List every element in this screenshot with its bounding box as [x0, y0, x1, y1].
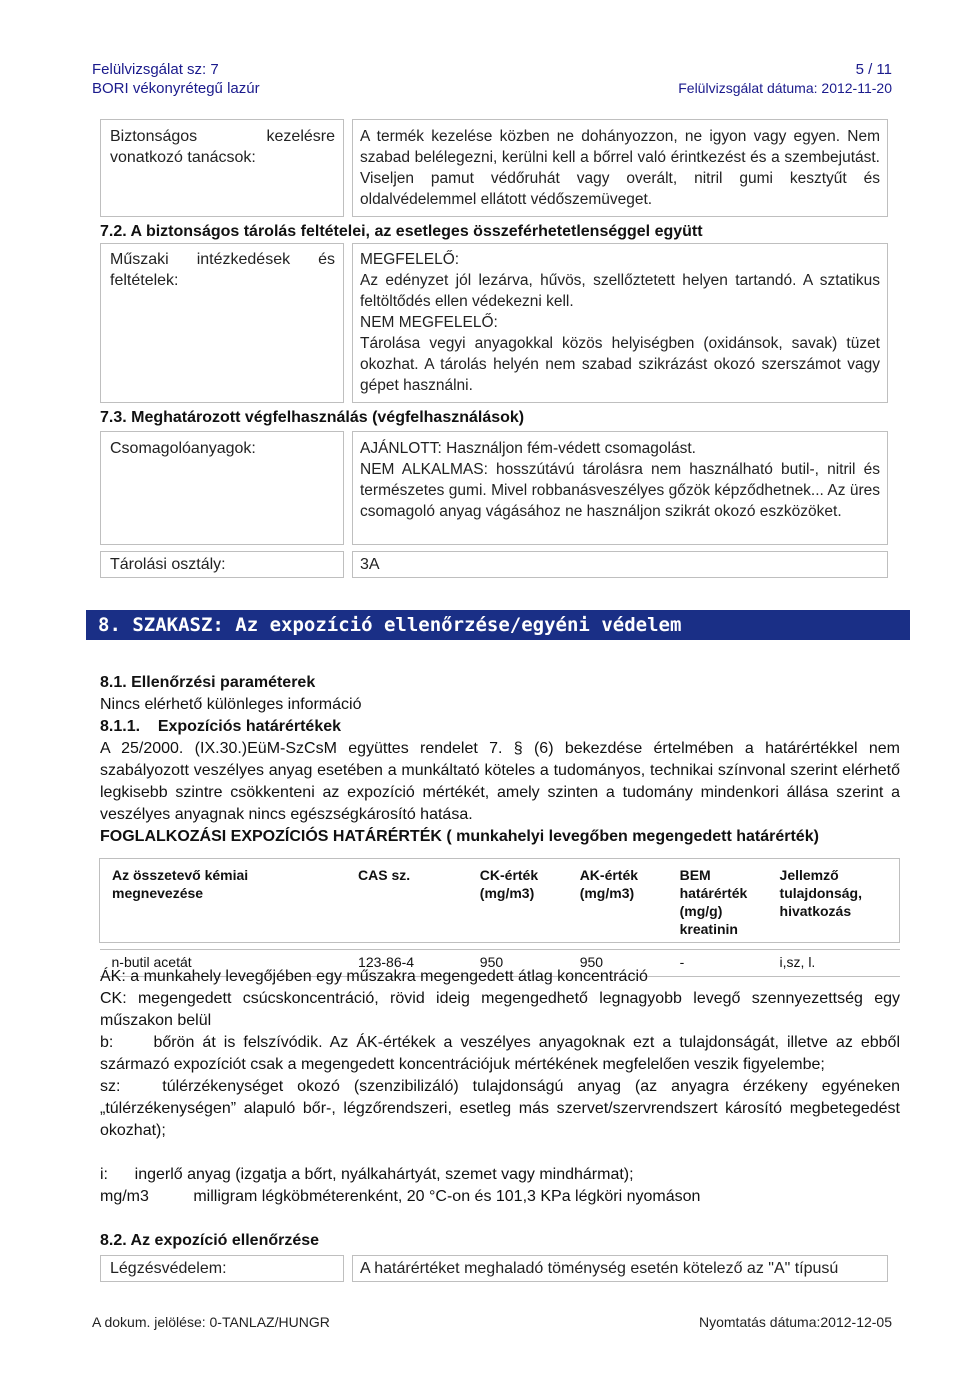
column-header: CK-érték (mg/m3) — [479, 867, 539, 901]
section-8-banner — [86, 610, 910, 640]
unsuitable-heading: NEM MEGFELELŐ: — [360, 314, 498, 331]
page-header-right — [678, 60, 892, 98]
page-header-left — [92, 60, 260, 98]
document-id: A dokum. jelölése: 0-TANLAZ/HUNGR — [92, 1314, 330, 1330]
definition-b: b: bőrön át is felszívódik. Az ÁK-értékek a veszélyes anyagoknak ezt a tulajdonságát, illetve az ebből származó expozíciót csak a megengedett koncentrációjuk mértékének megfelelően veszik figyelembe; — [100, 1034, 905, 1073]
unsuitable-text: Tárolása vegyi anyagokkal közös helyiségben (oxidánsok, savak) tüzet okozhat. A tárolás helyén nem szabad szikrázást okozó szerszámot vagy gépet használni. — [360, 335, 880, 394]
suitable-text: Az edényzet jól lezárva, hűvös, szellőztetett helyen tartandó. A sztatikus feltöltődés ellen védekezni kell. — [360, 272, 880, 310]
column-header: AK-érték (mg/m3) — [579, 867, 639, 901]
table-cell: 950 — [468, 950, 568, 977]
section-7-2-title: 7.2. A biztonságos tárolás feltételei, az esetleges összeférhetetlenséggel együtt — [100, 223, 703, 240]
exposure-limits-table — [99, 858, 900, 977]
packaging-text — [360, 438, 880, 522]
definition-ak: ÁK: a munkahely levegőjében egy műszakra megengedett átlag koncentráció — [100, 968, 648, 985]
column-header: Jellemző tulajdonság, hivatkozás — [779, 867, 862, 919]
storage-class-value: 3A — [360, 556, 380, 573]
definition-i: i: ingerlő anyag (izgatja a bőrt, nyálkahártyát, szemet vagy mindhármat); — [100, 1166, 634, 1183]
column-header: CAS sz. — [358, 867, 411, 883]
column-header: BEM határérték (mg/g) kreatinin — [679, 867, 748, 937]
storage-label: Műszaki intézkedések és feltételek: — [110, 251, 335, 289]
revision-number: Felülvizsgálat sz: 7 — [92, 61, 219, 78]
section-8-1-title: 8.1. Ellenőrzési paraméterek — [100, 674, 316, 691]
page-number: 5 / 11 — [855, 61, 892, 78]
no-info-text: Nincs elérhető különleges információ — [100, 696, 362, 713]
storage-class-box — [352, 551, 888, 578]
exposure-limit-heading: FOGLALKOZÁSI EXPOZÍCIÓS HATÁRÉRTÉK ( munkahelyi levegőben megengedett határérték) — [100, 828, 819, 845]
table-cell: - — [668, 950, 768, 977]
regulation-text: A 25/2000. (IX.30.)EüM-SzCsM együttes rendelet 7. § (6) bekezdése értelmében a határértékkel nem szabályozott veszélyes anyag esetében a munkáltató köteles a tudományos, technikai színvonal szerint elérhető legkisebb szintre csökkenteni az expozíció mértékét, amely szinten a tudomány mindenkori állása szerint a veszélyes anyagnak nincs egészségkárosító hatása. — [100, 740, 900, 823]
not-suitable-text: NEM ALKALMAS: hosszútávú tárolásra nem használható butil-, nitril és természetes gumi. Mivel robbanásveszélyes gőzök képződhetnek... Az üres csomagoló anyag vágásához ne használjon szikrát okozó eszközöket. — [360, 461, 880, 520]
section-7-3-title: 7.3. Meghatározott végfelhasználás (végfelhasználások) — [100, 409, 525, 426]
respiratory-label: Légzésvédelem: — [110, 1260, 227, 1277]
revision-date: Felülvizsgálat dátuma: 2012-11-20 — [678, 80, 892, 96]
table-cell: n-butil acetát — [100, 950, 347, 977]
column-header: Az összetevő kémiai megnevezése — [112, 867, 249, 901]
respiratory-text: A határértéket meghaladó töménység esetén kötelező az "A" típusú — [360, 1260, 839, 1277]
table-header-row — [100, 859, 900, 943]
product-name: BORI vékonyrétegű lazúr — [92, 80, 260, 97]
safety-text: A termék kezelése közben ne dohányozzon, ne igyon vagy egyen. Nem szabad belélegezni, kerülni kell a bőrrel való érintkezést és a szembejutást. Viseljen pamut védőruhát vagy overált, nitril gumi kesztyűt és oldalvédelemmel ellátott védőszemüveget. — [360, 128, 880, 208]
recommended-text: AJÁNLOTT: Használjon fém-védett csomagolást. — [360, 440, 696, 457]
print-date: Nyomtatás dátuma:2012-12-05 — [699, 1314, 892, 1330]
definition-ck: CK: megengedett csúcskoncentráció, rövid ideig megengedhető legnagyobb levegő szennyezettség egy műszakon belül — [100, 990, 900, 1029]
definition-sz: sz: túlérzékenységet okozó (szenzibilizáló) tulajdonságú anyag (az anyagra érzékeny egyéneken „túlérzékenységen” alapuló bőr-, légzőrendszeri, esetleg más szervet/szervrendszert károsító megbetegedést okozhat); — [100, 1078, 905, 1139]
suitable-heading: MEGFELELŐ: — [360, 251, 460, 268]
section-8-2-title: 8.2. Az expozíció ellenőrzése — [100, 1232, 320, 1249]
table-cell: 950 — [568, 950, 668, 977]
safety-label: Biztonságos kezelésre vonatkozó tanácsok: — [110, 128, 335, 166]
storage-class-label: Tárolási osztály: — [110, 556, 226, 573]
storage-text — [360, 249, 880, 396]
table-cell: 123-86-4 — [346, 950, 468, 977]
packaging-label: Csomagolóanyagok: — [110, 440, 256, 457]
definition-mg: mg/m3 milligram légköbméterenként, 20 °C-on és 101,3 KPa légköri nyomáson — [100, 1188, 701, 1205]
table-cell: i,sz, l. — [768, 950, 900, 977]
section-8-1-1-title: 8.1.1. Expozíciós határértékek — [100, 718, 342, 735]
section-8-title: 8. SZAKASZ: Az expozíció ellenőrzése/egyéni védelem — [98, 614, 682, 636]
